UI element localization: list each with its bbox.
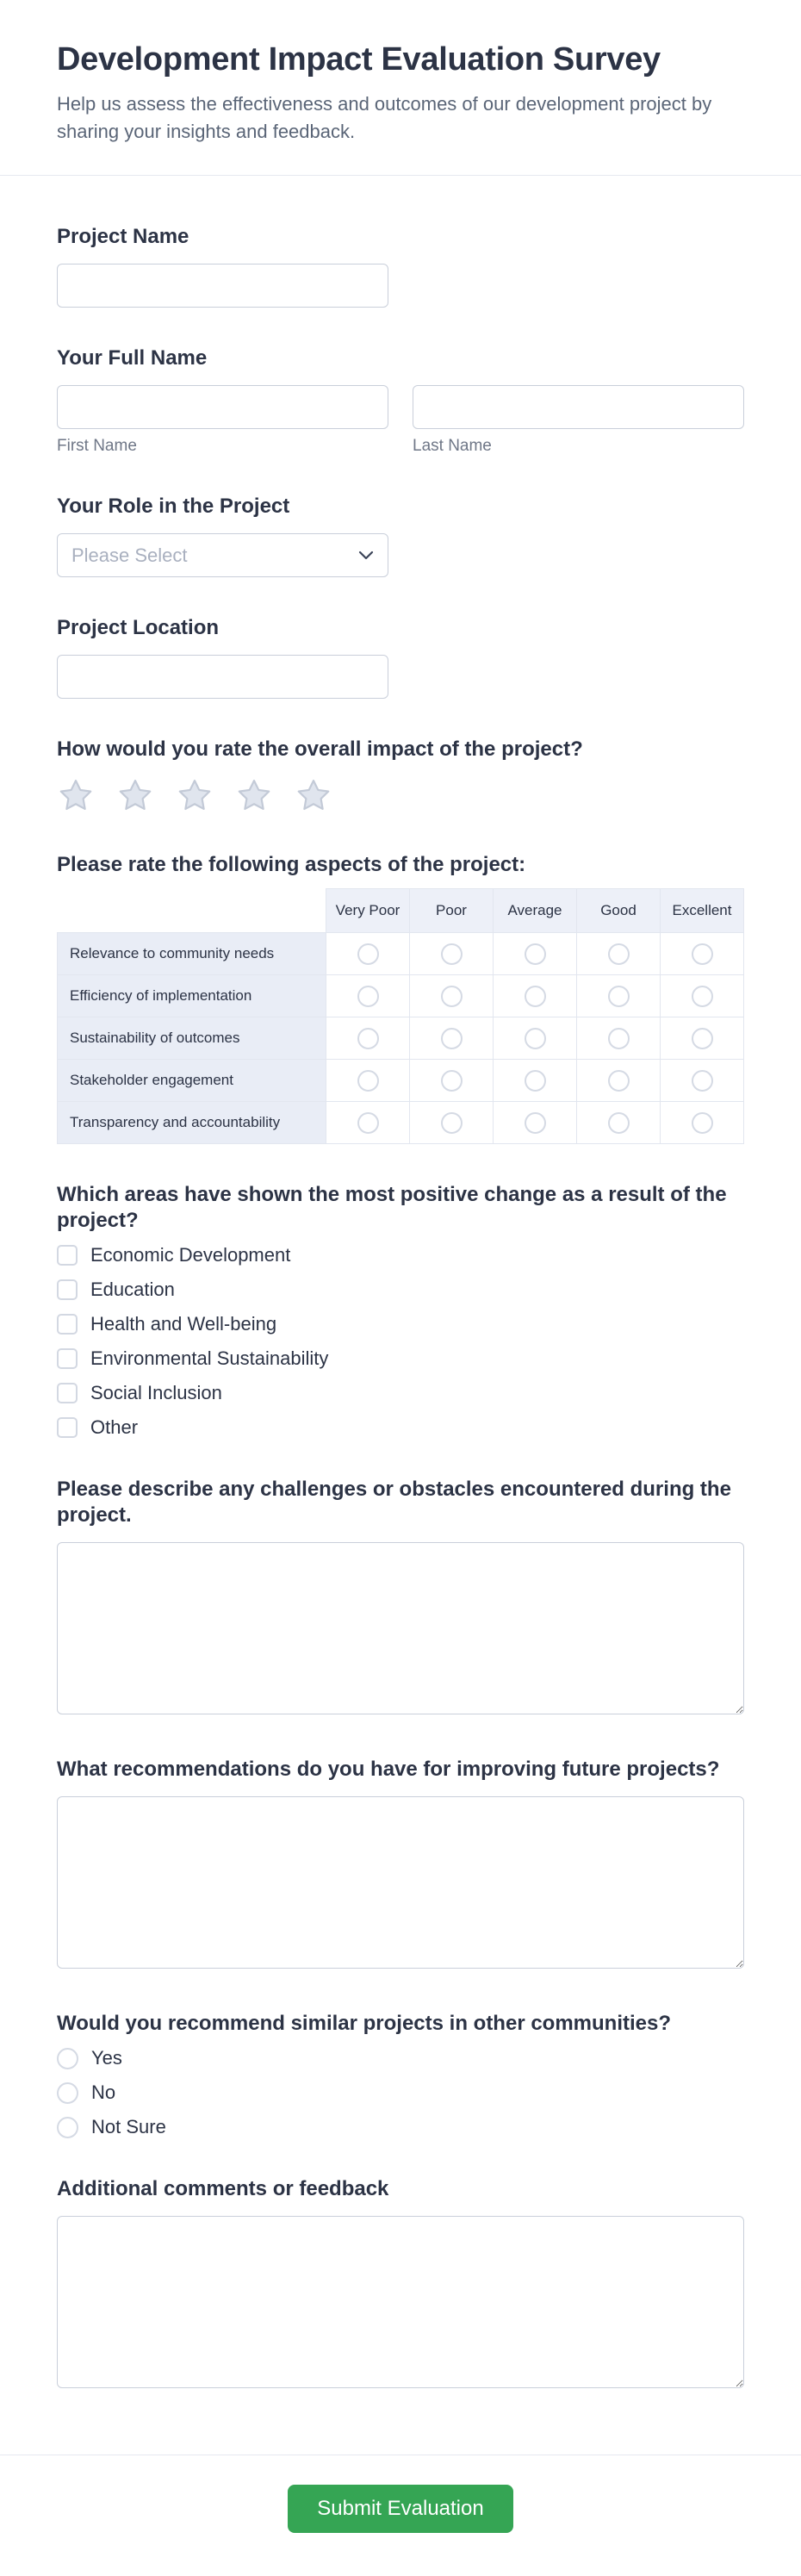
first-name-sublabel: First Name (57, 437, 137, 455)
matrix-radio[interactable] (441, 943, 463, 965)
matrix-cell[interactable] (661, 1102, 744, 1144)
matrix-radio[interactable] (692, 943, 713, 965)
last-name-field (413, 385, 744, 456)
matrix-cell[interactable] (326, 1017, 410, 1060)
matrix-radio[interactable] (525, 1112, 546, 1134)
question-label: Your Role in the Project (57, 495, 290, 518)
checkbox-group (57, 1244, 744, 1439)
matrix-radio[interactable] (525, 986, 546, 1007)
question-label: Project Location (57, 616, 220, 639)
project-location-input[interactable] (57, 655, 388, 699)
matrix-cell[interactable] (577, 1102, 661, 1144)
question-label: Which areas have shown the most positive change as a result of the project? (57, 1183, 727, 1232)
matrix-row (58, 933, 744, 975)
name-row (57, 385, 744, 456)
star-icon[interactable] (57, 776, 95, 814)
matrix-cell[interactable] (494, 1060, 577, 1102)
matrix-radio[interactable] (692, 1070, 713, 1092)
checkbox-option[interactable] (57, 1313, 744, 1335)
project-name-input[interactable] (57, 264, 388, 308)
checkbox-label: Social Inclusion (90, 1382, 222, 1403)
matrix-cell[interactable] (410, 975, 494, 1017)
matrix-col-header: Excellent (661, 889, 744, 933)
matrix-header-row (58, 889, 744, 933)
checkbox-option[interactable] (57, 1416, 744, 1439)
checkbox-label: Education (90, 1279, 175, 1300)
matrix-radio[interactable] (357, 943, 379, 965)
matrix-radio[interactable] (441, 1070, 463, 1092)
matrix-radio[interactable] (608, 1028, 630, 1049)
matrix-radio[interactable] (357, 1112, 379, 1134)
question-label: Project Name (57, 225, 189, 248)
first-name-field (57, 385, 388, 456)
checkbox-icon[interactable] (57, 1417, 78, 1438)
radio-icon[interactable] (57, 2048, 78, 2069)
matrix-radio[interactable] (441, 1112, 463, 1134)
matrix-row-label: Relevance to community needs (58, 933, 326, 975)
matrix-radio[interactable] (608, 1112, 630, 1134)
matrix-col-header: Very Poor (326, 889, 410, 933)
question-matrix (57, 852, 744, 1144)
question-label: What recommendations do you have for improving future projects? (57, 1758, 720, 1781)
checkbox-icon[interactable] (57, 1383, 78, 1403)
last-name-input[interactable] (413, 385, 744, 429)
question-label: How would you rate the overall impact of the project? (57, 737, 583, 761)
matrix-cell[interactable] (410, 1060, 494, 1102)
question-challenges (57, 1477, 744, 1719)
radio-label: Yes (91, 2047, 122, 2069)
comments-textarea[interactable] (57, 2216, 744, 2388)
matrix-radio[interactable] (441, 986, 463, 1007)
matrix-cell[interactable] (577, 933, 661, 975)
star-icon[interactable] (235, 776, 273, 814)
form-title: Development Impact Evaluation Survey (57, 41, 661, 78)
checkbox-option[interactable] (57, 1382, 744, 1404)
checkbox-label: Environmental Sustainability (90, 1347, 329, 1369)
question-project-name (57, 224, 744, 308)
matrix-cell[interactable] (326, 1060, 410, 1102)
matrix-radio[interactable] (692, 1028, 713, 1049)
matrix-cell[interactable] (661, 933, 744, 975)
radio-option[interactable] (57, 2116, 744, 2138)
matrix-radio[interactable] (441, 1028, 463, 1049)
matrix-corner-cell (58, 889, 326, 933)
star-icon[interactable] (116, 776, 154, 814)
radio-icon[interactable] (57, 2117, 78, 2138)
matrix-col-header: Poor (410, 889, 494, 933)
first-name-input[interactable] (57, 385, 388, 429)
checkbox-label: Health and Well-being (90, 1313, 277, 1335)
matrix-radio[interactable] (525, 1028, 546, 1049)
matrix-radio[interactable] (357, 1070, 379, 1092)
question-full-name (57, 345, 744, 456)
question-label: Would you recommend similar projects in other communities? (57, 2012, 672, 2035)
matrix-radio[interactable] (357, 986, 379, 1007)
rating-matrix (57, 888, 744, 1144)
matrix-radio[interactable] (525, 943, 546, 965)
matrix-col-header: Good (577, 889, 661, 933)
question-rating (57, 737, 744, 814)
form-subtitle: Help us assess the effectiveness and outcomes of our development project by sharing your insights and feedback. (57, 93, 712, 142)
form-header (0, 0, 801, 175)
question-comments (57, 2176, 744, 2392)
matrix-radio[interactable] (608, 1070, 630, 1092)
star-icon[interactable] (176, 776, 214, 814)
matrix-radio[interactable] (692, 986, 713, 1007)
matrix-cell[interactable] (494, 933, 577, 975)
radio-group (57, 2047, 744, 2138)
matrix-cell[interactable] (410, 1017, 494, 1060)
matrix-cell[interactable] (326, 933, 410, 975)
checkbox-label: Economic Development (90, 1244, 291, 1266)
radio-option[interactable] (57, 2047, 744, 2069)
question-recommendations (57, 1757, 744, 1973)
question-label: Additional comments or feedback (57, 2177, 389, 2200)
matrix-cell[interactable] (410, 1102, 494, 1144)
challenges-textarea[interactable] (57, 1542, 744, 1714)
matrix-radio[interactable] (525, 1070, 546, 1092)
question-label: Please describe any challenges or obstacles encountered during the project. (57, 1478, 731, 1527)
matrix-cell[interactable] (494, 1102, 577, 1144)
matrix-row-label: Sustainability of outcomes (58, 1017, 326, 1060)
question-recommend (57, 2011, 744, 2138)
question-role (57, 494, 744, 577)
chevron-down-icon (358, 551, 374, 560)
matrix-cell[interactable] (494, 1017, 577, 1060)
matrix-radio[interactable] (608, 986, 630, 1007)
matrix-cell[interactable] (661, 1017, 744, 1060)
matrix-row (58, 1017, 744, 1060)
radio-icon[interactable] (57, 2082, 78, 2104)
matrix-cell[interactable] (661, 975, 744, 1017)
matrix-row (58, 1060, 744, 1102)
matrix-cell[interactable] (661, 1060, 744, 1102)
checkbox-icon[interactable] (57, 1279, 78, 1300)
matrix-cell[interactable] (410, 933, 494, 975)
matrix-cell[interactable] (326, 975, 410, 1017)
question-label: Please rate the following aspects of the project: (57, 853, 526, 876)
checkbox-icon[interactable] (57, 1314, 78, 1335)
submit-section (0, 2455, 801, 2576)
checkbox-option[interactable] (57, 1279, 744, 1301)
last-name-sublabel: Last Name (413, 437, 492, 455)
role-select[interactable] (57, 533, 388, 577)
matrix-cell[interactable] (494, 975, 577, 1017)
recommendations-textarea[interactable] (57, 1796, 744, 1969)
matrix-cell[interactable] (577, 975, 661, 1017)
star-icon[interactable] (295, 776, 332, 814)
matrix-row (58, 1102, 744, 1144)
matrix-cell[interactable] (577, 1060, 661, 1102)
matrix-radio[interactable] (357, 1028, 379, 1049)
checkbox-option[interactable] (57, 1244, 744, 1266)
matrix-col-header: Average (494, 889, 577, 933)
star-rating[interactable] (57, 776, 744, 814)
question-areas (57, 1182, 744, 1439)
form-body (0, 176, 801, 2455)
question-location (57, 615, 744, 699)
matrix-row-label: Transparency and accountability (58, 1102, 326, 1144)
matrix-radio[interactable] (608, 943, 630, 965)
matrix-cell[interactable] (326, 1102, 410, 1144)
radio-option[interactable] (57, 2081, 744, 2104)
checkbox-icon[interactable] (57, 1348, 78, 1369)
select-placeholder: Please Select (71, 544, 188, 566)
matrix-row (58, 975, 744, 1017)
matrix-radio[interactable] (692, 1112, 713, 1134)
matrix-row-label: Efficiency of implementation (58, 975, 326, 1017)
checkbox-icon[interactable] (57, 1245, 78, 1266)
matrix-row-label: Stakeholder engagement (58, 1060, 326, 1102)
question-label: Your Full Name (57, 346, 208, 370)
checkbox-option[interactable] (57, 1347, 744, 1370)
matrix-cell[interactable] (577, 1017, 661, 1060)
submit-button[interactable]: Submit Evaluation (288, 2485, 512, 2533)
radio-label: No (91, 2081, 116, 2103)
radio-label: Not Sure (91, 2116, 166, 2137)
checkbox-label: Other (90, 1416, 139, 1438)
